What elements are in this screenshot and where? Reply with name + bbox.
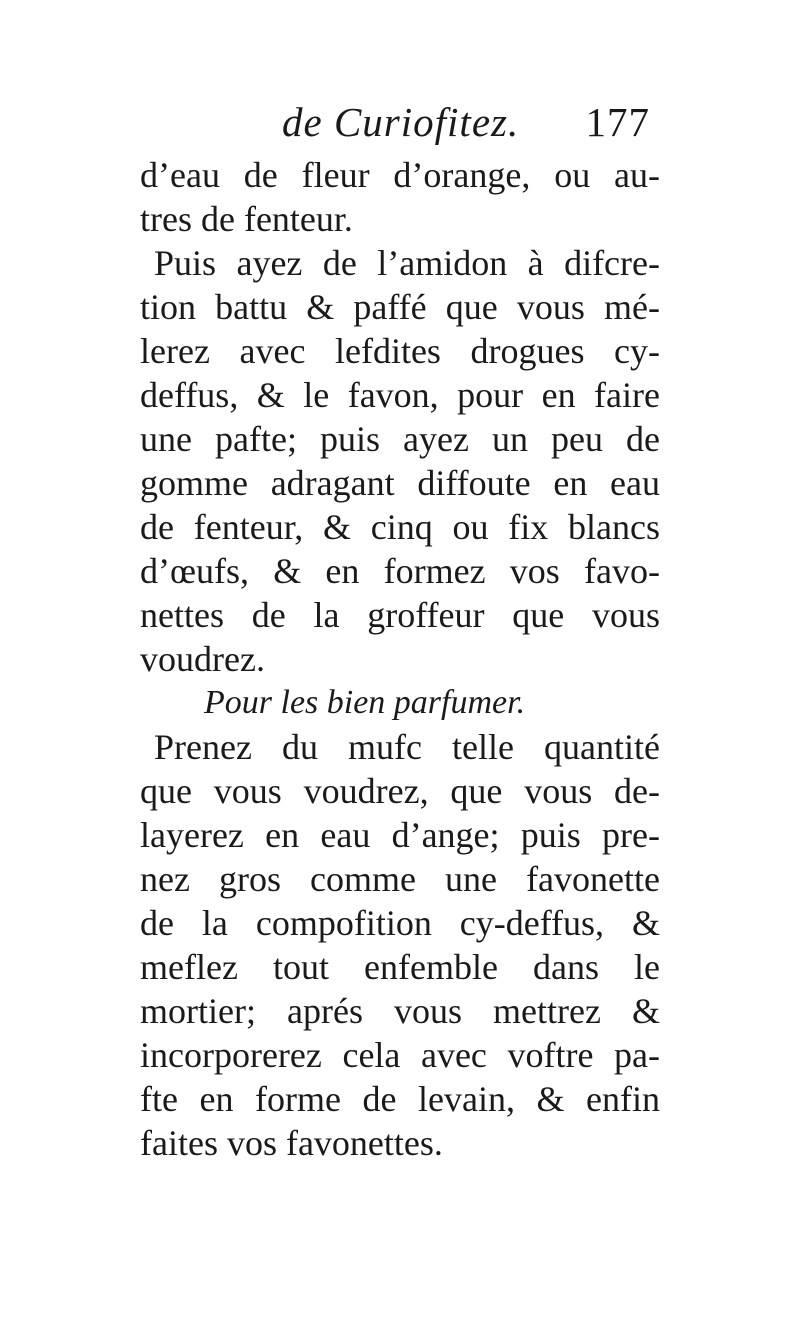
text-line: lerez avec lefdites drogues cy- (140, 331, 660, 371)
text-line: de fenteur, & cinq ou fix blancs (140, 507, 660, 547)
running-title: de Curiofitez. (282, 99, 520, 145)
text-line: mortier; aprés vous mettrez & (140, 991, 660, 1031)
text-line: faites vos favonettes. (140, 1123, 443, 1163)
text-line: incorporerez cela avec voftre pa- (140, 1035, 660, 1075)
page-number: 177 (585, 99, 650, 145)
text-line: nettes de la groffeur que vous (140, 595, 660, 635)
text-line: une pafte; puis ayez un peu de (140, 419, 660, 459)
text-line: d’œufs, & en formez vos favo- (140, 551, 660, 591)
text-line: fte en forme de levain, & enfin (140, 1079, 660, 1119)
text-line: tres de fenteur. (140, 199, 353, 239)
section-heading: Pour les bien parfumer. (204, 684, 526, 721)
text-line: Prenez du mufc telle quantité (154, 727, 660, 767)
body-text (140, 153, 660, 1165)
text-line: Puis ayez de l’amidon à difcre- (154, 243, 660, 283)
text-line: de la compofition cy-deffus, & (140, 903, 660, 943)
text-line: tion battu & paffé que vous mé- (140, 287, 660, 327)
text-line: gomme adragant diffoute en eau (140, 463, 660, 503)
text-line: meflez tout enfemble dans le (140, 947, 660, 987)
text-line: deffus, & le favon, pour en faire (140, 375, 660, 415)
text-line: que vous voudrez, que vous de- (140, 771, 660, 811)
running-head (140, 98, 660, 158)
text-line: d’eau de fleur d’orange, ou au- (140, 155, 660, 195)
text-line: layerez en eau d’ange; puis pre- (140, 815, 660, 855)
text-line: voudrez. (140, 639, 265, 679)
text-line: nez gros comme une favonette (140, 859, 660, 899)
